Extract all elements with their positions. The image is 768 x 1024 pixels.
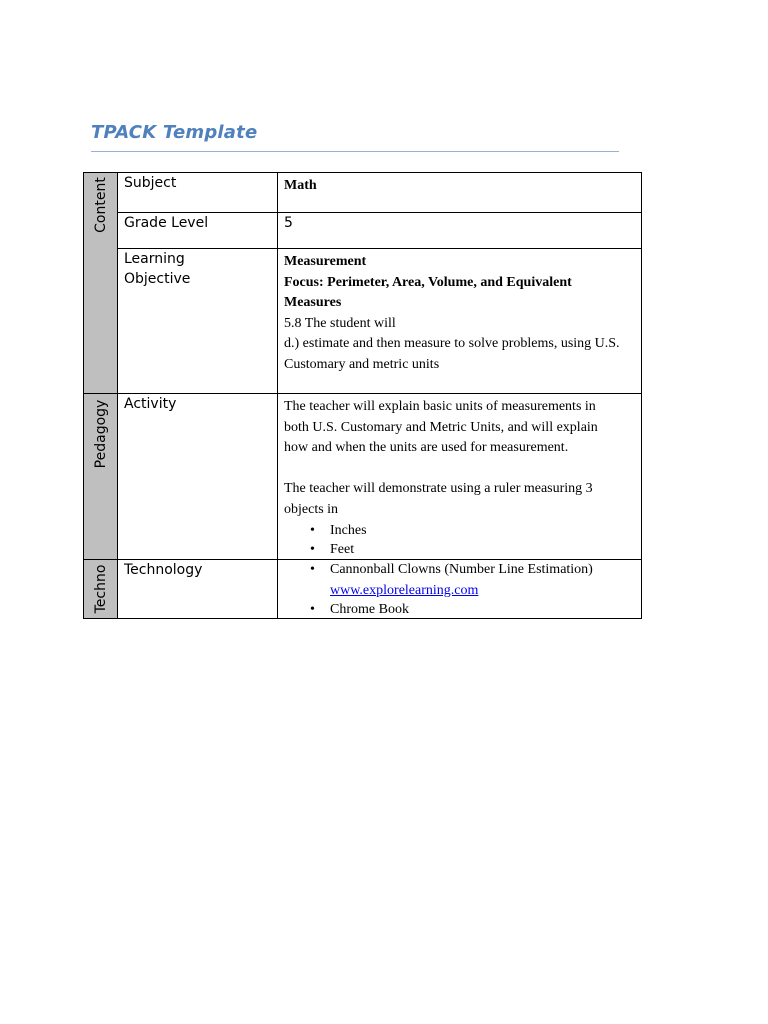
activity-bullet-feet: • Feet — [284, 541, 635, 559]
objective-label-line2: Objective — [124, 271, 191, 287]
subject-label-cell — [118, 173, 278, 213]
activity-p2-line1: The teacher will demonstrate using a ruler measuring 3 — [284, 481, 593, 497]
section-content — [84, 173, 118, 394]
activity-value-cell — [278, 394, 642, 560]
activity-p1-line1: The teacher will explain basic units of measurements in — [284, 399, 596, 414]
grade-value: 5 — [284, 215, 293, 231]
activity-bullet-inches: • Inches — [284, 521, 635, 542]
technology-item1-text: Cannonball Clowns (Number Line Estimation) — [330, 562, 593, 578]
activity-label-cell — [118, 394, 278, 560]
technology-item-cannonball — [284, 560, 635, 601]
document-title: TPACK Template — [91, 122, 258, 143]
objective-focus-line2: Measures — [284, 295, 342, 311]
objective-focus-line1: Focus: Perimeter, Area, Volume, and Equivalent — [284, 274, 572, 290]
subject-value: Math — [284, 178, 317, 193]
tpack-table — [83, 172, 642, 619]
objective-label-cell — [118, 249, 278, 394]
objective-line1: 5.8 The student will — [284, 315, 396, 331]
technology-value-cell — [278, 560, 642, 619]
activity-label: Activity — [124, 396, 177, 412]
activity-p1-line3: how and when the units are used for measurement. — [284, 440, 569, 456]
activity-p1-line2: both U.S. Customary and Metric Units, and will explain — [284, 419, 598, 435]
section-pedagogy — [84, 394, 118, 560]
title-divider — [91, 151, 619, 152]
activity-spacer — [284, 459, 635, 480]
objective-value-cell — [278, 249, 642, 394]
subject-value-cell — [278, 173, 642, 213]
objective-line2: d.) estimate and then measure to solve problems, using U.S. — [284, 336, 620, 352]
section-content-label: Content — [92, 177, 109, 233]
objective-line3: Customary and metric units — [284, 356, 440, 372]
grade-label-cell — [118, 213, 278, 249]
technology-label-cell — [118, 560, 278, 619]
grade-label: Grade Level — [124, 215, 209, 231]
technology-label: Technology — [124, 562, 203, 579]
explorelearning-link[interactable]: www.explorelearning.com — [330, 582, 479, 598]
section-pedagogy-label: Pedagogy — [92, 399, 109, 469]
objective-label-line1: Learning — [124, 251, 185, 267]
section-techno-label: Techno — [92, 564, 109, 614]
grade-value-cell — [278, 213, 642, 249]
section-techno — [84, 560, 118, 619]
objective-heading: Measurement — [284, 254, 367, 269]
activity-p2-line2: objects in — [284, 501, 339, 517]
subject-label: Subject — [124, 175, 177, 191]
technology-item-chromebook: • Chrome Book — [284, 601, 635, 618]
